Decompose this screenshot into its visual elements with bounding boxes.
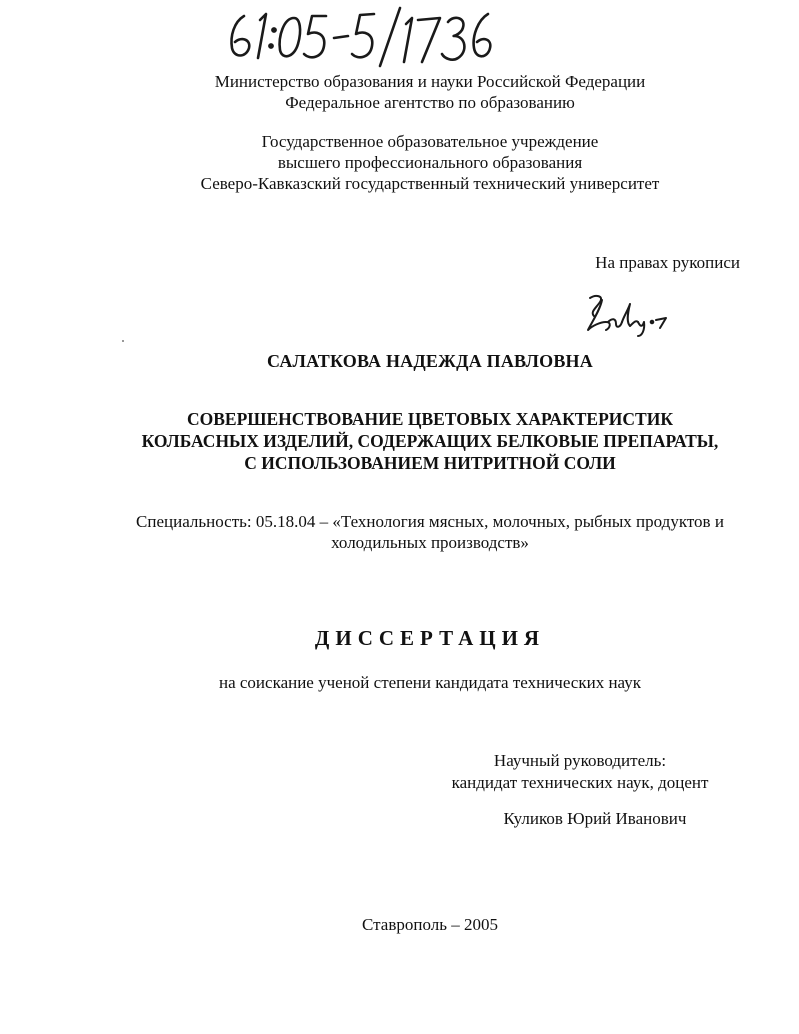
ministry-line-1: Министерство образования и науки Российской Федерации xyxy=(214,72,646,91)
document-type: ДИССЕРТАЦИЯ xyxy=(314,626,546,650)
supervisor-name: Куликов Юрий Иванович xyxy=(503,809,687,828)
supervisor-block xyxy=(430,750,730,794)
degree-statement: на соискание ученой степени кандидата технических наук xyxy=(218,673,641,692)
rights-note: На правах рукописи xyxy=(595,253,740,272)
author-name: САЛАТКОВА НАДЕЖДА ПАВЛОВНА xyxy=(267,351,593,371)
dissertation-title xyxy=(90,408,770,474)
supervisor-rank: кандидат технических наук, доцент xyxy=(451,773,709,792)
specialty xyxy=(100,511,760,553)
city-year: Ставрополь – 2005 xyxy=(362,915,498,934)
handwritten-archive-code xyxy=(222,6,492,68)
institution-line-1: Государственное образовательное учреждение xyxy=(261,132,599,151)
institution-header xyxy=(120,131,740,194)
specialty-line-1: Специальность: 05.18.04 – «Технология мясных, молочных, рыбных продуктов и xyxy=(136,512,724,531)
title-line-2: КОЛБАСНЫХ ИЗДЕЛИЙ, СОДЕРЖАЩИХ БЕЛКОВЫЕ ПРЕПАРАТЫ, xyxy=(141,431,719,451)
title-line-3: С ИСПОЛЬЗОВАНИЕМ НИТРИТНОЙ СОЛИ xyxy=(244,453,616,473)
supervisor-label: Научный руководитель: xyxy=(493,751,667,770)
institution-line-3: Северо-Кавказский государственный технический университет xyxy=(200,174,660,193)
ministry-line-2: Федеральное агентство по образованию xyxy=(285,93,575,112)
scan-speck xyxy=(122,340,124,342)
author-signature xyxy=(582,292,678,338)
institution-line-2: высшего профессионального образования xyxy=(277,153,583,172)
title-line-1: СОВЕРШЕНСТВОВАНИЕ ЦВЕТОВЫХ ХАРАКТЕРИСТИК xyxy=(186,409,674,429)
specialty-line-2: холодильных производств» xyxy=(331,533,529,552)
ministry-header xyxy=(150,71,710,113)
